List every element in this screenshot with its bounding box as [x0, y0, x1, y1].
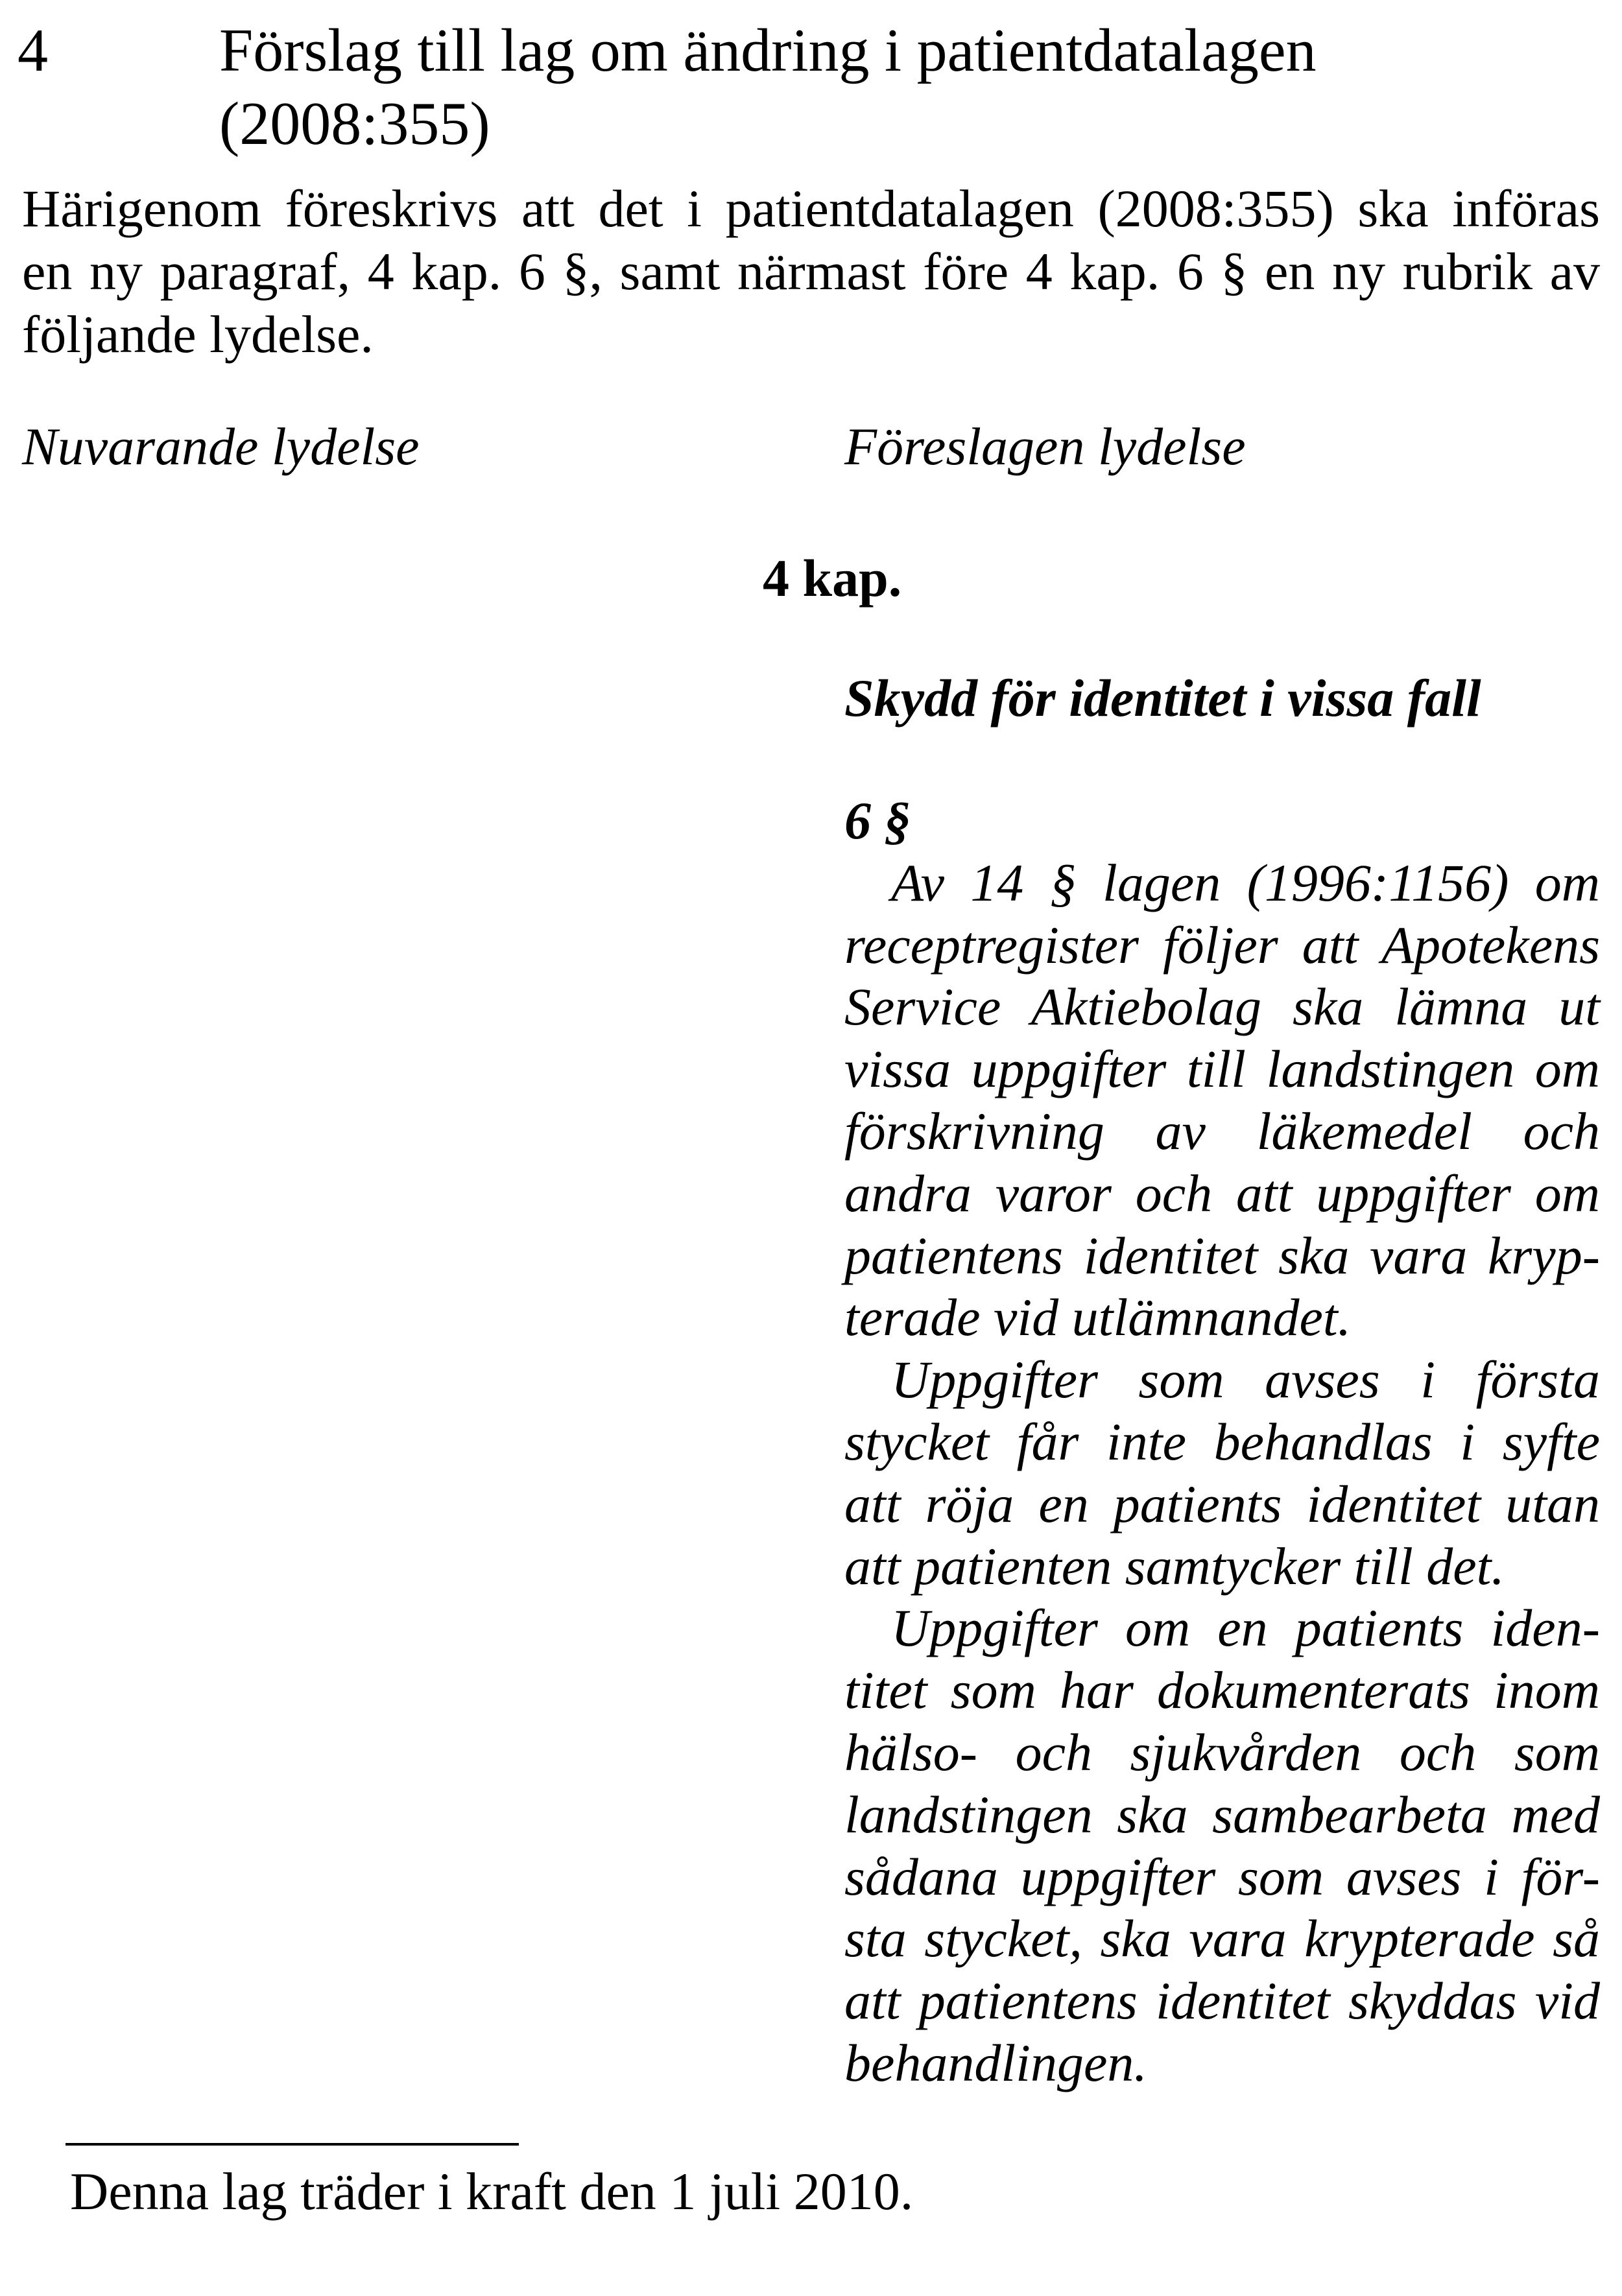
text-line: receptregister följer att Apotekens: [844, 915, 1600, 975]
text-line: Uppgifter som avses i första: [891, 1350, 1600, 1410]
intro-line: Härigenom föreskrivs att det i patientdatalagen (2008:355) ska införas: [22, 179, 1600, 238]
footnote-text: Denna lag träder i kraft den 1 juli 2010.: [70, 2162, 914, 2221]
text-line: stycket får inte behandlas i syfte: [844, 1412, 1600, 1471]
footnote-rule: [66, 2143, 519, 2146]
section-title: [219, 14, 1317, 161]
section-number: 4: [18, 17, 48, 84]
text-line: sådana uppgifter som avses i för-: [844, 1847, 1600, 1906]
text-line: landstingen ska sambearbeta med: [844, 1784, 1600, 1844]
text-line: Service Aktiebolag ska lämna ut: [844, 977, 1600, 1037]
proposed-wording-column: [844, 790, 1600, 2094]
text-line: patientens identitet ska vara kryp-: [844, 1225, 1600, 1285]
section-rubric: Skydd för identitet i vissa fall: [844, 669, 1481, 728]
intro-paragraph: [22, 177, 1600, 366]
text-line: förskrivning av läkemedel och: [844, 1101, 1600, 1161]
proposed-paragraph-3: [844, 1597, 1600, 2094]
intro-line: en ny paragraf, 4 kap. 6 §, samt närmast före 4 kap. 6 § en ny rubrik av: [22, 242, 1600, 301]
text-line: att röja en patients identitet utan: [844, 1474, 1600, 1533]
text-line: Uppgifter om en patients iden-: [891, 1598, 1600, 1658]
text-line: behandlingen.: [844, 2033, 1147, 2092]
current-wording-heading: Nuvarande lydelse: [22, 417, 420, 476]
paragraph-number: 6 §: [844, 791, 911, 850]
chapter-heading: 4 kap.: [763, 549, 902, 608]
text-line: att patienten samtycker till det.: [844, 1536, 1505, 1596]
text-line: titet som har dokumenterats inom: [844, 1661, 1600, 1720]
proposed-wording-heading: Föreslagen lydelse: [844, 417, 1246, 476]
text-line: terade vid utlämnandet.: [844, 1288, 1352, 1347]
text-line: andra varor och att uppgifter om: [844, 1163, 1600, 1223]
section-title-line: Förslag till lag om ändring i patientdatalagen: [219, 17, 1317, 84]
intro-line: följande lydelse.: [22, 305, 374, 364]
proposed-paragraph-1: [844, 852, 1600, 1349]
section-title-line: (2008:355): [219, 90, 490, 158]
text-line: sta stycket, ska vara krypterade så: [844, 1909, 1600, 1969]
text-line: vissa uppgifter till landstingen om: [844, 1039, 1600, 1099]
text-line: hälso- och sjukvården och som: [844, 1722, 1600, 1782]
proposed-paragraph-2: [844, 1349, 1600, 1597]
text-line: att patientens identitet skyddas vid: [844, 1971, 1600, 2031]
text-line: Av 14 § lagen (1996:1156) om: [891, 853, 1600, 912]
